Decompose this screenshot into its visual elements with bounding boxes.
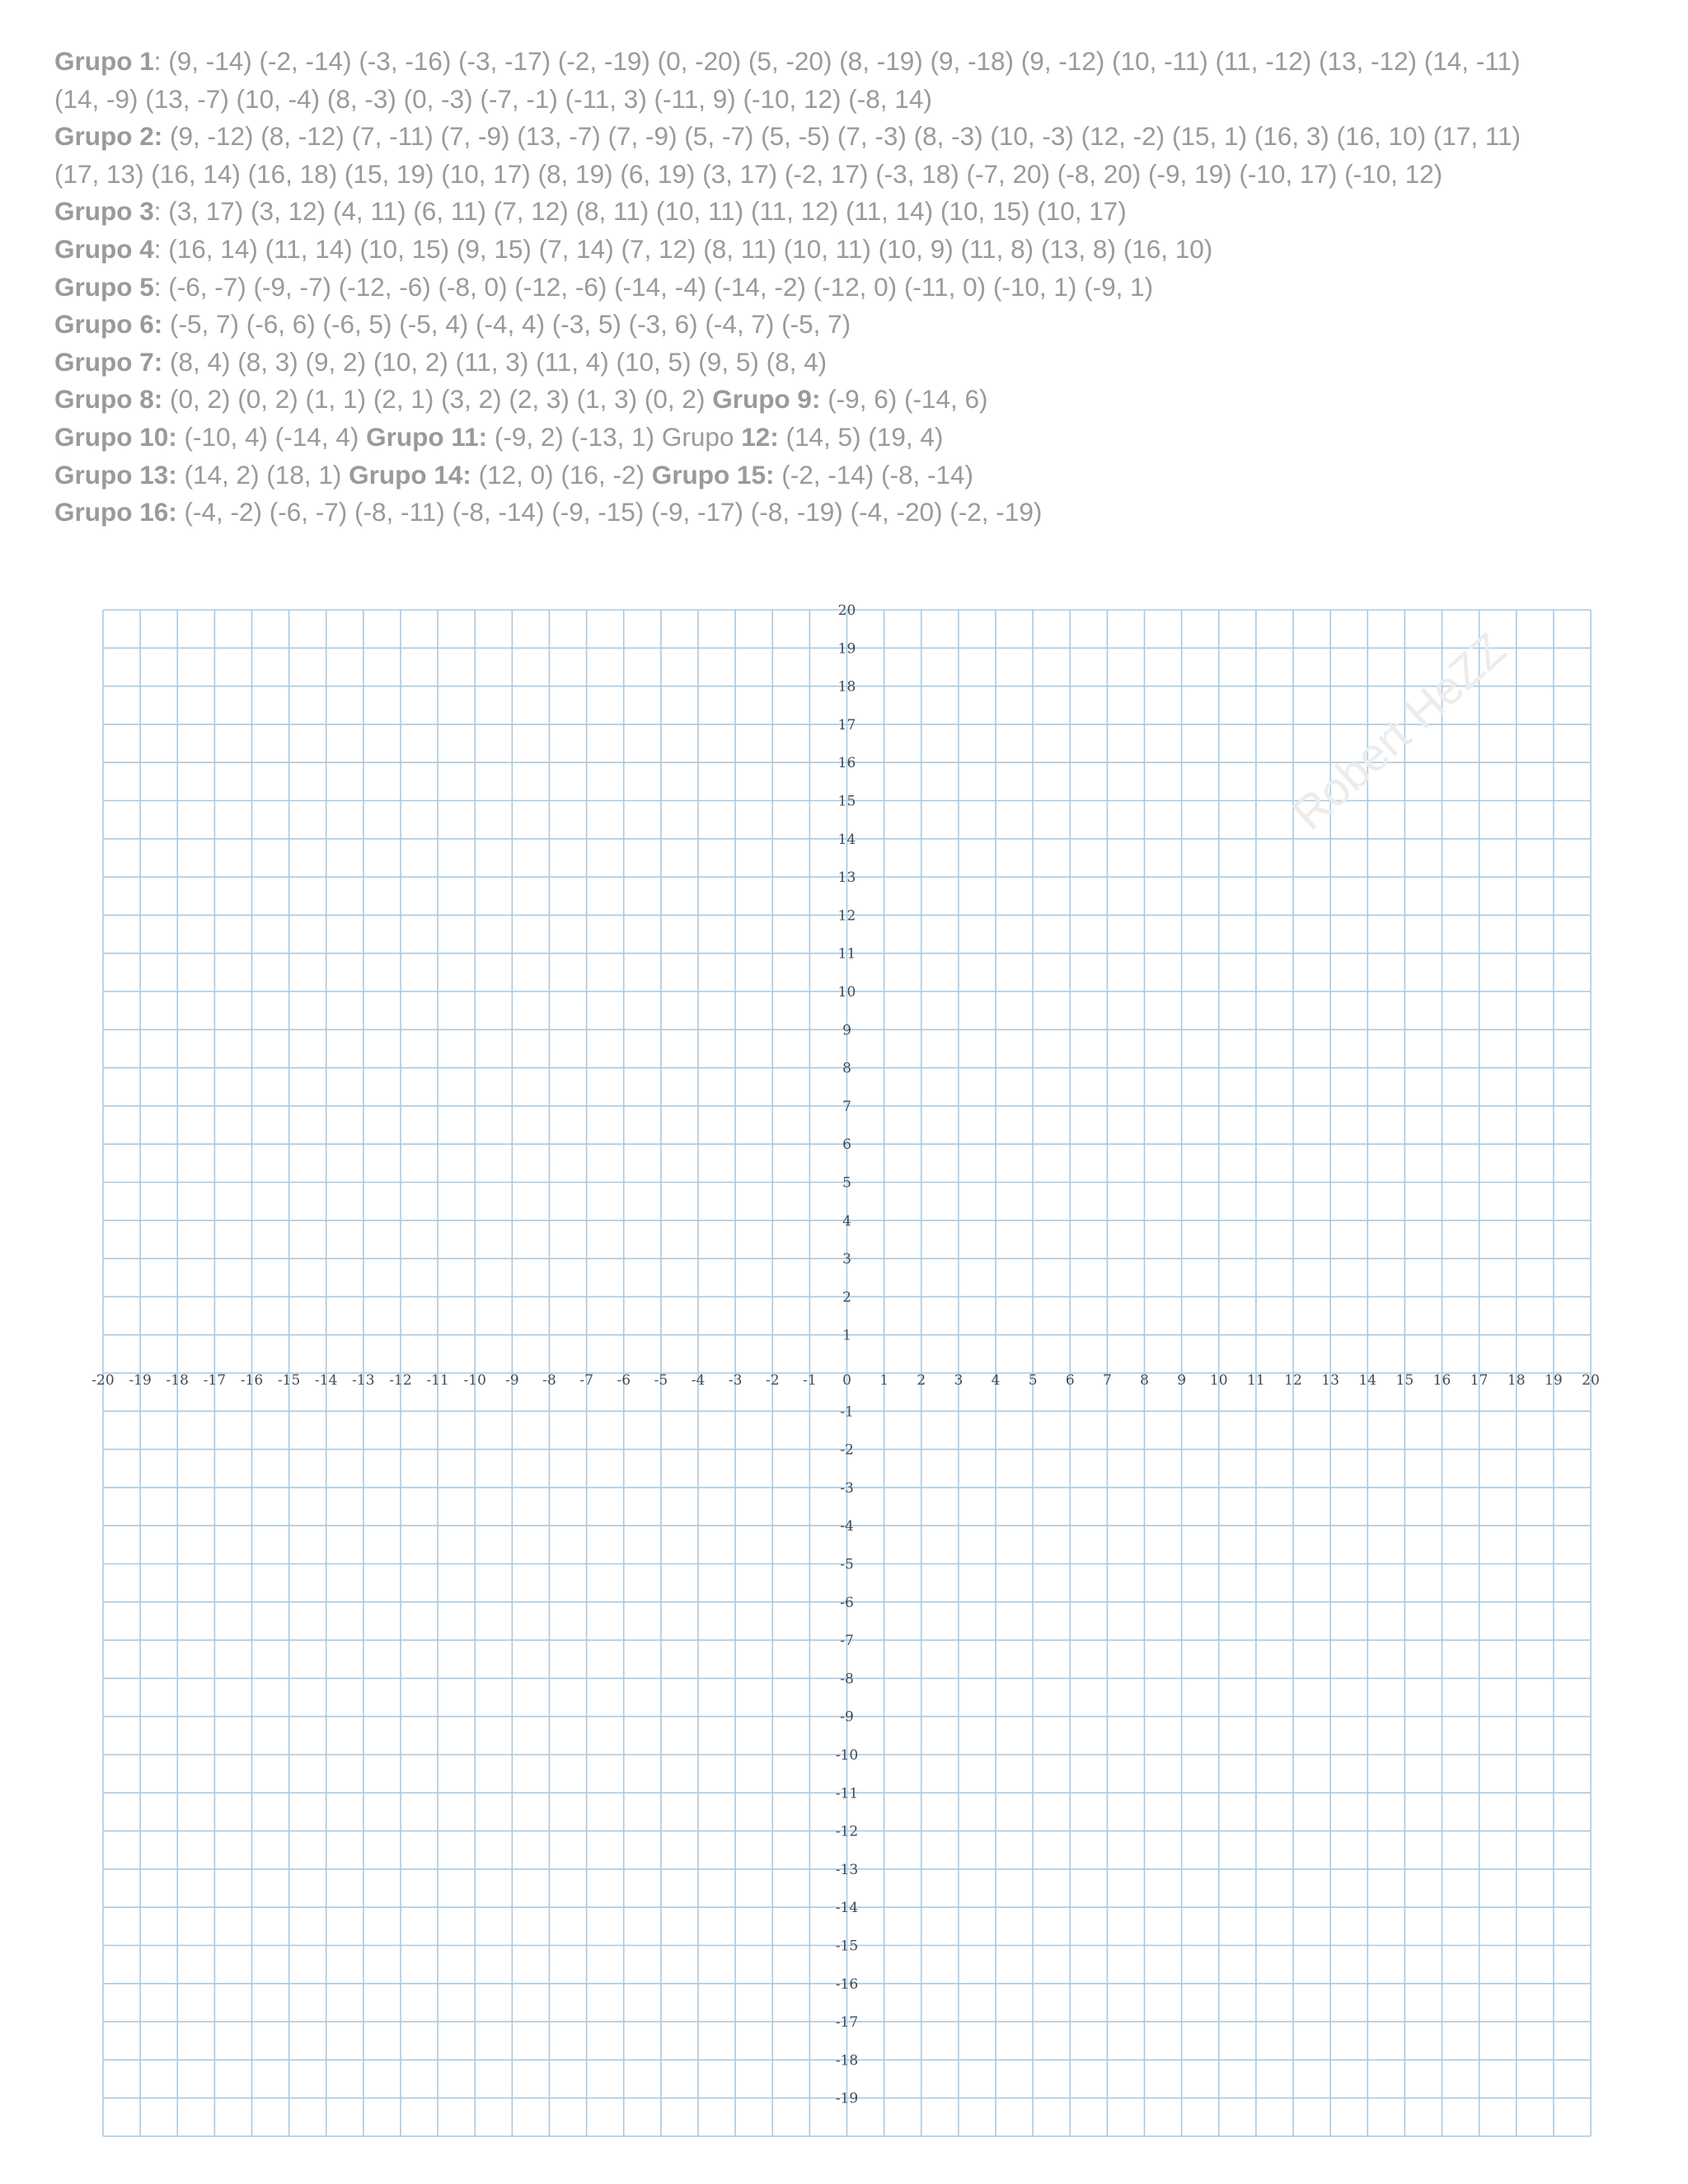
x-tick-label: 17 — [1470, 1372, 1489, 1389]
y-tick-label: 11 — [837, 945, 856, 963]
x-tick-label: 0 — [842, 1372, 851, 1389]
group-label: Grupo 4 — [54, 233, 154, 264]
y-tick-label: 3 — [842, 1251, 851, 1268]
y-tick-label: 1 — [842, 1327, 851, 1344]
group-coordinates: : (16, 14) (11, 14) (10, 15) (9, 15) (7, 14) (7, 12) (8, 11) (10, 11) (10, 9) (11, 8) (13, 8) (16, 10) — [153, 233, 1213, 264]
group-label: Grupo 3 — [54, 196, 154, 227]
group-coordinates: (-9, 2) (-13, 1) — [487, 421, 662, 452]
x-tick-label: -5 — [654, 1372, 668, 1389]
group-coordinates: (9, -12) (8, -12) (7, -11) (7, -9) (13, -7) (7, -9) (5, -7) (5, -5) (7, -3) (8, -3) (10, -3) (12, -2) (15, 1) (16, 3) (16, 10) (17, 11) — [162, 121, 1522, 152]
x-tick-label: 6 — [1065, 1372, 1075, 1389]
x-tick-label: 12 — [1284, 1372, 1302, 1389]
y-tick-label: 20 — [837, 602, 856, 619]
group-label: Grupo 8: — [54, 384, 163, 415]
group-label: 12: — [741, 421, 779, 452]
group-coordinates: : (3, 17) (3, 12) (4, 11) (6, 11) (7, 12) (8, 11) (10, 11) (11, 12) (11, 14) (10, 15) (10, 17) — [153, 196, 1127, 227]
y-tick-label: 18 — [837, 678, 856, 696]
watermark: Robert HeZZ — [1282, 622, 1516, 840]
y-tick-label: -10 — [835, 1747, 859, 1764]
y-tick-label: -8 — [840, 1671, 854, 1688]
y-tick-label: 19 — [837, 640, 856, 658]
x-tick-label: -19 — [129, 1372, 152, 1389]
x-tick-label: -11 — [426, 1372, 449, 1389]
y-tick-label: -3 — [840, 1479, 854, 1497]
y-tick-label: 8 — [842, 1060, 851, 1077]
y-tick-label: -4 — [840, 1518, 854, 1535]
y-tick-label: -12 — [835, 1823, 859, 1840]
y-tick-label: 16 — [837, 755, 856, 772]
group-coordinates: (8, 4) (8, 3) (9, 2) (10, 2) (11, 3) (11, 4) (10, 5) (9, 5) (8, 4) — [162, 346, 828, 377]
x-tick-label: 5 — [1028, 1372, 1038, 1389]
x-tick-label: 9 — [1177, 1372, 1187, 1389]
group-label: Grupo — [661, 421, 742, 452]
x-tick-label: -13 — [352, 1372, 375, 1389]
x-tick-label: 13 — [1321, 1372, 1339, 1389]
x-tick-label: -20 — [91, 1372, 115, 1389]
group-coordinates: (14, 5) (19, 4) — [778, 421, 944, 452]
group-coordinates: (-10, 4) (-14, 4) — [176, 421, 367, 452]
x-tick-label: -17 — [203, 1372, 227, 1389]
group-label: Grupo 13: — [54, 459, 177, 490]
y-tick-label: -5 — [840, 1556, 854, 1573]
y-tick-label: 9 — [842, 1022, 851, 1039]
y-tick-label: -6 — [840, 1594, 854, 1611]
group-label: Grupo 7: — [54, 346, 163, 377]
y-tick-label: 4 — [842, 1212, 851, 1230]
x-tick-label: 11 — [1247, 1372, 1265, 1389]
x-tick-label: -15 — [277, 1372, 301, 1389]
x-tick-label: -6 — [617, 1372, 631, 1389]
group-label: Grupo 6: — [54, 309, 163, 340]
group-label: Grupo 10: — [54, 421, 177, 452]
y-tick-label: 17 — [837, 716, 856, 733]
x-tick-label: 1 — [879, 1372, 889, 1389]
y-tick-label: 6 — [842, 1137, 851, 1154]
x-tick-label: -9 — [505, 1372, 519, 1389]
x-tick-label: 3 — [954, 1372, 964, 1389]
x-tick-label: -16 — [240, 1372, 264, 1389]
group-label: Grupo 5 — [54, 271, 154, 302]
x-tick-label: 19 — [1545, 1372, 1563, 1389]
y-tick-label: -16 — [835, 1975, 859, 1993]
x-tick-label: -18 — [166, 1372, 189, 1389]
y-tick-label: 12 — [837, 907, 856, 925]
group-label: Grupo 2: — [54, 121, 163, 152]
group-coordinates: (12, 0) (16, -2) — [471, 459, 652, 490]
group-label: Grupo 15: — [651, 459, 775, 490]
y-tick-label: -19 — [835, 2090, 859, 2107]
group-coordinates: (-4, -2) (-6, -7) (-8, -11) (-8, -14) (-9, -15) (-9, -17) (-8, -19) (-4, -20) (-2, -19) — [176, 497, 1043, 527]
group-coordinates: (-2, -14) (-8, -14) — [774, 459, 974, 490]
y-tick-label: 7 — [842, 1098, 851, 1115]
x-tick-label: 2 — [917, 1372, 926, 1389]
y-tick-label: 2 — [842, 1289, 851, 1306]
y-tick-label: -1 — [840, 1404, 854, 1421]
x-tick-label: 16 — [1432, 1372, 1451, 1389]
y-tick-label: 5 — [842, 1174, 851, 1192]
y-tick-label: -18 — [835, 2052, 859, 2069]
x-tick-label: 20 — [1582, 1372, 1600, 1389]
x-tick-label: -4 — [691, 1372, 706, 1389]
x-tick-label: -2 — [765, 1372, 780, 1389]
y-tick-label: -9 — [840, 1708, 854, 1726]
x-tick-label: 8 — [1140, 1372, 1149, 1389]
x-tick-label: -10 — [463, 1372, 486, 1389]
x-tick-label: -14 — [315, 1372, 338, 1389]
group-coordinates: (-9, 6) (-14, 6) — [820, 384, 988, 415]
y-tick-label: -14 — [835, 1900, 859, 1917]
y-tick-label: 15 — [837, 793, 856, 810]
y-tick-label: 14 — [837, 831, 856, 848]
x-tick-label: -7 — [579, 1372, 593, 1389]
group-coordinates: (14, -9) (13, -7) (10, -4) (8, -3) (0, -3) (-7, -1) (-11, 3) (-11, 9) (-10, 12) (-8, 14) — [54, 83, 932, 114]
y-tick-label: 10 — [837, 984, 856, 1001]
group-coordinates: (0, 2) (0, 2) (1, 1) (2, 1) (3, 2) (2, 3) (1, 3) (0, 2) — [162, 384, 713, 415]
x-tick-label: 18 — [1507, 1372, 1526, 1389]
x-tick-label: -1 — [803, 1372, 817, 1389]
group-label: Grupo 11: — [366, 421, 488, 452]
y-tick-label: -17 — [835, 2014, 859, 2032]
group-coordinates: : (9, -14) (-2, -14) (-3, -16) (-3, -17) (-2, -19) (0, -20) (5, -20) (8, -19) (9, -18) (9, -12) (10, -11) (11, -12) (13, -12) (14, -11) — [153, 46, 1521, 76]
group-label: Grupo 9: — [712, 384, 821, 415]
y-tick-label: -2 — [840, 1441, 854, 1459]
y-tick-label: -7 — [840, 1633, 854, 1650]
x-tick-label: -3 — [728, 1372, 743, 1389]
x-tick-label: 4 — [991, 1372, 1001, 1389]
x-tick-label: 7 — [1102, 1372, 1112, 1389]
y-tick-label: -13 — [835, 1861, 859, 1878]
group-coordinates: : (-6, -7) (-9, -7) (-12, -6) (-8, 0) (-12, -6) (-14, -4) (-14, -2) (-12, 0) (-11, 0) (-10, 1) (-9, 1) — [153, 271, 1154, 302]
y-tick-label: 13 — [837, 869, 856, 887]
y-tick-label: -11 — [835, 1785, 859, 1802]
x-tick-label: 15 — [1395, 1372, 1414, 1389]
x-tick-label: -8 — [542, 1372, 556, 1389]
x-tick-label: 14 — [1358, 1372, 1377, 1389]
group-label: Grupo 16: — [54, 497, 177, 527]
group-coordinates: (14, 2) (18, 1) — [176, 459, 349, 490]
y-tick-label: -15 — [835, 1938, 859, 1955]
group-label: Grupo 1 — [54, 46, 154, 76]
x-tick-label: -12 — [389, 1372, 412, 1389]
group-label: Grupo 14: — [349, 459, 471, 490]
group-coordinates: (-5, 7) (-6, 6) (-6, 5) (-5, 4) (-4, 4) (-3, 5) (-3, 6) (-4, 7) (-5, 7) — [162, 309, 851, 340]
group-coordinates: (17, 13) (16, 14) (16, 18) (15, 19) (10, 17) (8, 19) (6, 19) (3, 17) (-2, 17) (-3, 18) (-7, 20) (-8, 20) (-9, 19) (-10, 17) (-10, 12) — [54, 158, 1443, 189]
x-tick-label: 10 — [1209, 1372, 1228, 1389]
